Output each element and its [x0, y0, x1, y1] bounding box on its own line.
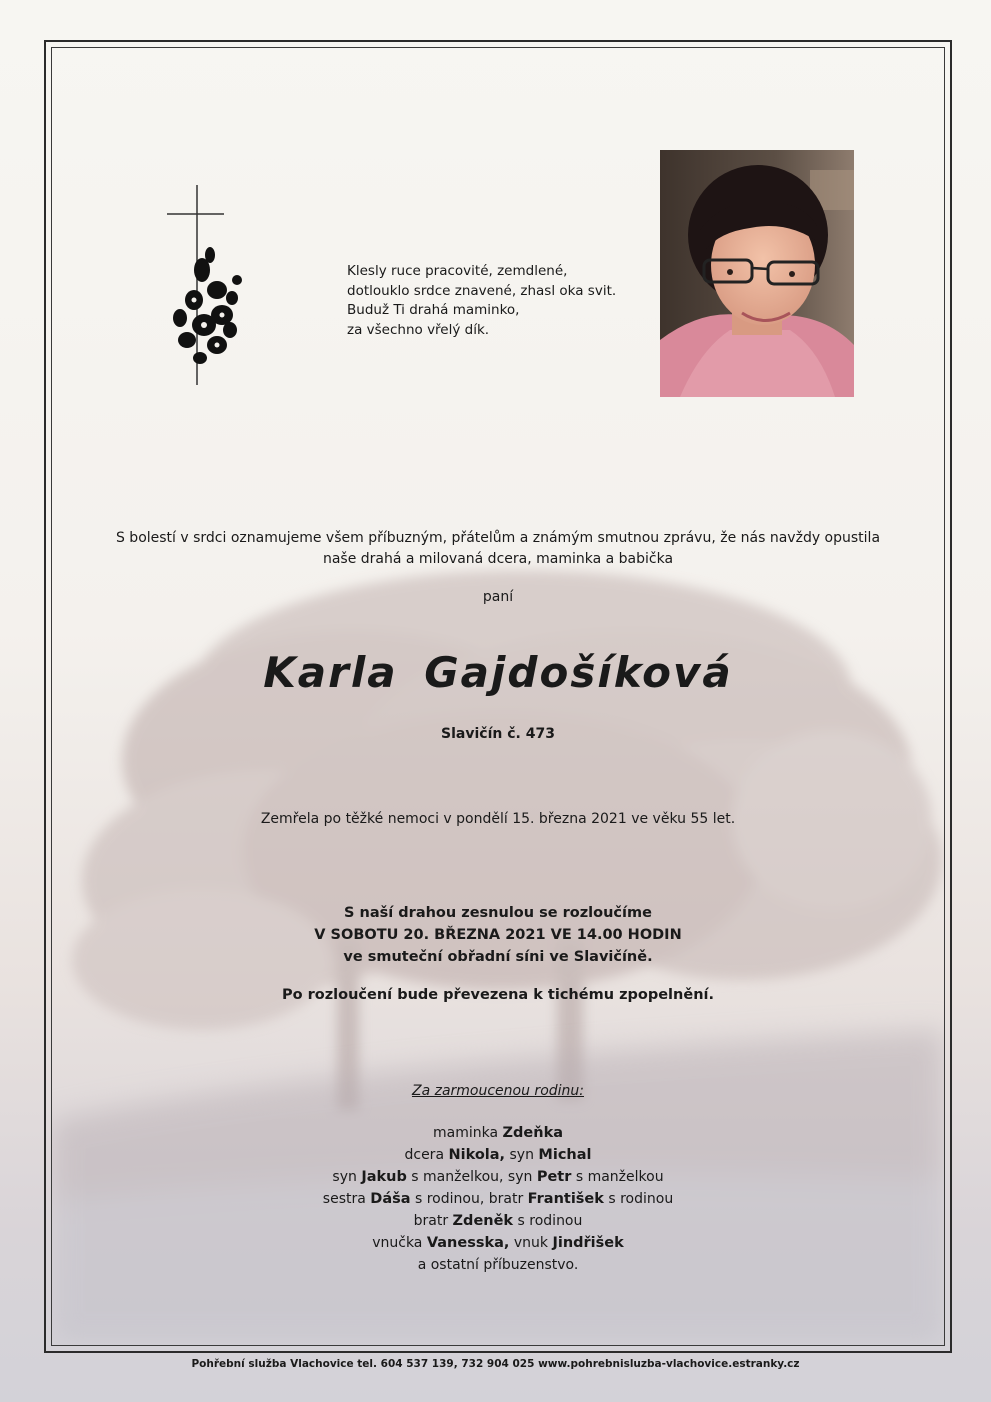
verse-line: za všechno vřelý dík.: [347, 321, 490, 338]
family-row: [52, 1166, 944, 1188]
relative-name: Petr: [536, 1169, 572, 1185]
farewell-details: [52, 902, 944, 968]
family-row: [52, 1122, 944, 1144]
relation-text: syn: [332, 1169, 362, 1185]
relative-name: Michal: [538, 1147, 592, 1163]
relative-name: Vanesska,: [426, 1235, 510, 1251]
relation-text: s rodinou, bratr: [410, 1191, 528, 1207]
relative-name: Dáša: [370, 1191, 411, 1207]
first-name: Karla: [263, 648, 398, 697]
portrait-photo: [660, 150, 854, 397]
relative-name: Zdeněk: [452, 1213, 514, 1229]
announcement-line: S bolestí v srdci oznamujeme všem příbuzným, přátelům a známým smutnou zprávu, že nás navždy opustila: [115, 530, 881, 546]
relative-name: Jakub: [361, 1169, 407, 1185]
family-row: a ostatní příbuzenstvo.: [417, 1257, 579, 1273]
farewell-place: ve smuteční obřadní síni ve Slavičíně.: [343, 949, 653, 965]
relation-text: dcera: [404, 1147, 449, 1163]
family-row: [52, 1210, 944, 1232]
relation-text: bratr: [413, 1213, 453, 1229]
announcement-text: [52, 528, 944, 570]
funeral-service-footer: Pohřební služba Vlachovice tel. 604 537 139, 732 904 025 www.pohrebnisluzba-vlachovice.estranky.cz: [191, 1358, 800, 1370]
death-notice: Zemřela po těžké nemoci v pondělí 15. března 2021 ve věku 55 let.: [260, 811, 736, 827]
family-row: [52, 1188, 944, 1210]
announcement-line: naše drahá a milovaná dcera, maminka a babička: [322, 551, 674, 567]
family-heading: Za zarmoucenou rodinu:: [411, 1083, 584, 1099]
relation-text: s manželkou: [571, 1169, 664, 1185]
verse-line: dotlouklo srdce znavené, zhasl oka svit.: [347, 282, 617, 299]
relation-text: sestra: [322, 1191, 371, 1207]
relation-text: maminka: [433, 1125, 503, 1141]
relation-text: syn: [505, 1147, 539, 1163]
relative-name: Jindřišek: [552, 1235, 624, 1251]
farewell-date: V SOBOTU 20. BŘEZNA 2021 VE 14.00 HODIN: [314, 927, 682, 943]
relative-name: Nikola,: [448, 1147, 506, 1163]
cremation-note: Po rozloučení bude převezena k tichému zpopelnění.: [281, 987, 714, 1003]
last-name: Gajdošíková: [424, 648, 733, 697]
deceased-address: Slavičín č. 473: [441, 726, 555, 742]
title-word: paní: [482, 589, 514, 605]
memorial-verse: [347, 262, 647, 340]
relation-text: vnuk: [509, 1235, 553, 1251]
relative-name: Zdeňka: [502, 1125, 563, 1141]
farewell-line: S naší drahou zesnulou se rozloučíme: [344, 905, 652, 921]
deceased-name: [52, 648, 944, 697]
relation-text: s manželkou, syn: [406, 1169, 537, 1185]
verse-line: Klesly ruce pracovité, zemdlené,: [347, 263, 568, 279]
family-list: [52, 1122, 944, 1276]
verse-line: Buduž Ti drahá maminko,: [347, 302, 520, 318]
relative-name: František: [527, 1191, 604, 1207]
relation-text: s rodinou: [603, 1191, 674, 1207]
cross-with-flowers-icon: [162, 180, 257, 390]
relation-text: s rodinou: [513, 1213, 583, 1229]
relation-text: vnučka: [372, 1235, 427, 1251]
family-row: [52, 1232, 944, 1254]
family-row: [52, 1144, 944, 1166]
